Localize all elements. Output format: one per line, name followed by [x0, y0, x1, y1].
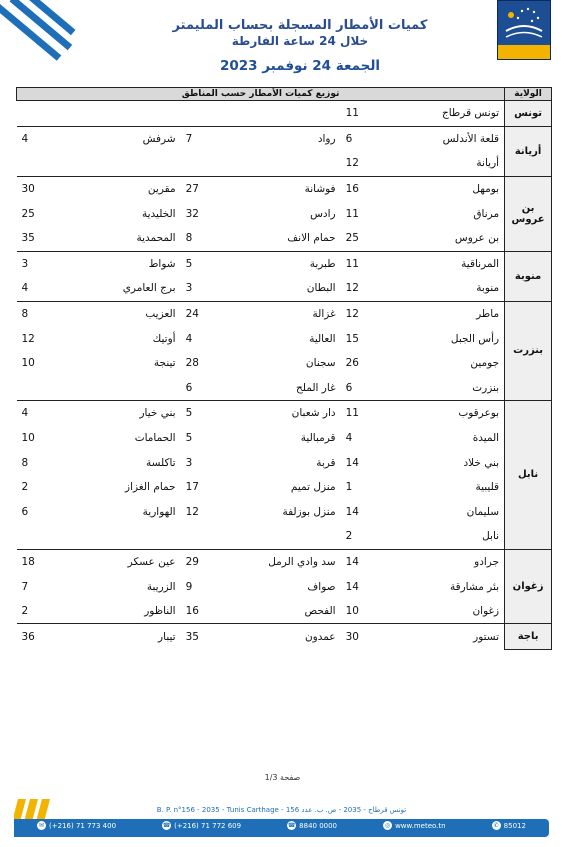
station-name: سجنان [305, 357, 336, 370]
table-row [17, 251, 552, 276]
station-name [223, 524, 341, 549]
table-row [17, 524, 552, 549]
rainfall-value: 10 [21, 357, 35, 370]
rainfall-value: 32 [185, 207, 199, 220]
column-header-distribution: توزيع كميات الأمطار حسب المناطق [17, 88, 505, 101]
rainfall-value: 28 [185, 357, 199, 370]
fax-icon: ✉ [39, 822, 45, 829]
table-row [17, 276, 552, 301]
website-item[interactable]: ◎ www.meteo.tn [384, 821, 446, 830]
rainfall-value: 12 [345, 282, 359, 295]
table-row [17, 151, 552, 176]
table-row [17, 475, 552, 500]
station-name: صواف [307, 580, 336, 593]
wilaya-cell: منوبة [505, 251, 552, 301]
station-name: دار شعبان [223, 401, 341, 426]
station-name: مرناق [473, 207, 500, 220]
station-name: بني خلاد [463, 456, 500, 469]
station-name: برج العامري [122, 282, 176, 295]
wilaya-cell: تونس [505, 101, 552, 127]
rainfall-value: 2 [345, 530, 353, 543]
station-name [223, 151, 341, 176]
rainfall-value: 5 [181, 401, 223, 426]
rainfall-value: 25 [345, 232, 359, 245]
table-row [17, 351, 552, 376]
station-name: منزل تميم [290, 481, 336, 494]
rainfall-value: 3 [185, 456, 193, 469]
rainfall-value: 10 [21, 432, 35, 445]
table-row [17, 426, 552, 451]
rainfall-value: 2 [21, 605, 29, 618]
station-name: بومهل [385, 176, 505, 201]
station-name: فوشانة [223, 176, 341, 201]
station-name: بني خيار [61, 401, 181, 426]
rainfall-value: 8 [17, 301, 61, 326]
station-name: عمدون [223, 624, 341, 650]
table-row [17, 376, 552, 401]
table-row [17, 201, 552, 226]
page-number: صفحة 1/3 [264, 773, 301, 782]
station-name: تينجة [153, 357, 176, 370]
table-row [17, 500, 552, 525]
rainfall-value: 29 [181, 549, 223, 574]
station-name: جومين [470, 357, 500, 370]
station-name: حمام الانف [287, 232, 336, 245]
station-name: بوعرقوب [385, 401, 505, 426]
station-name: نابل [482, 530, 500, 543]
institute-logo [497, 0, 551, 60]
station-name: العالية [309, 332, 336, 345]
rainfall-value: 17 [185, 481, 199, 494]
column-header-wilaya: الولاية [505, 88, 552, 101]
rainfall-value: 4 [345, 432, 353, 445]
station-name: طبربة [223, 251, 341, 276]
rainfall-value: 14 [345, 456, 359, 469]
wilaya-cell: بنزرت [505, 301, 552, 400]
rainfall-value: 11 [341, 401, 385, 426]
rainfall-value: 14 [345, 505, 359, 518]
station-name: الناظور [144, 605, 176, 618]
toll-free-item: ☎ 8840 0000 [287, 821, 338, 830]
message-icon: ✆ [493, 822, 499, 829]
rainfall-value: 15 [345, 332, 359, 345]
rainfall-value: 35 [21, 232, 35, 245]
station-name: أوتيك [152, 332, 176, 345]
station-name: سد وادي الرمل [223, 549, 341, 574]
station-name: عين عسكر [61, 549, 181, 574]
wilaya-cell: بن عروس [505, 176, 552, 251]
rainfall-value [181, 101, 223, 127]
station-name: الحمامات [134, 432, 176, 445]
phone-item: ☎ (+216) 71 772 609 [162, 821, 242, 830]
station-name: البطان [306, 282, 336, 295]
station-name [61, 524, 181, 549]
fax-item: ✉ (+216) 71 773 400 [39, 821, 117, 830]
rainfall-value: 30 [17, 176, 61, 201]
rainfall-value [17, 376, 61, 401]
station-name: بئر مشارقة [449, 580, 500, 593]
rainfall-value: 11 [341, 251, 385, 276]
report-subtitle: خلال 24 ساعة الفارطة [231, 34, 369, 48]
station-name: أريانة [476, 157, 500, 170]
rainfall-value: 4 [17, 126, 61, 151]
station-name: جرادو [385, 549, 505, 574]
table-row [17, 549, 552, 574]
wilaya-cell: باجة [505, 624, 552, 650]
station-name: قرمبالية [300, 432, 336, 445]
station-name: منزل بوزلفة [282, 505, 336, 518]
rainfall-value: 26 [345, 357, 359, 370]
globe-icon: ◎ [384, 822, 391, 829]
rainfall-table [16, 87, 552, 650]
station-name: رواد [223, 126, 341, 151]
rainfall-value: 30 [341, 624, 385, 650]
rainfall-value [181, 524, 223, 549]
report-date: الجمعة 24 نوفمبر 2023 [219, 58, 381, 74]
table-row [17, 599, 552, 624]
rainfall-value: 8 [21, 456, 29, 469]
station-name: منوبة [476, 282, 500, 295]
rainfall-value: 12 [345, 157, 359, 170]
phone-icon: ☎ [162, 822, 171, 829]
rainfall-value: 6 [345, 381, 353, 394]
rainfall-value: 25 [21, 207, 35, 220]
rainfall-value: 16 [341, 176, 385, 201]
table-row [17, 326, 552, 351]
rainfall-value: 10 [345, 605, 359, 618]
rainfall-value: 11 [345, 207, 359, 220]
wilaya-cell: نابل [505, 401, 552, 550]
station-name: ماطر [385, 301, 505, 326]
rainfall-value: 36 [17, 624, 61, 650]
station-name [223, 101, 341, 127]
station-name: تستور [385, 624, 505, 650]
rainfall-value: 9 [185, 580, 193, 593]
table-row [17, 101, 552, 127]
station-name: زغوان [472, 605, 500, 618]
station-name: الزريبة [146, 580, 176, 593]
station-name: مقرين [61, 176, 181, 201]
station-name: شرفش [61, 126, 181, 151]
table-row [17, 450, 552, 475]
station-name: الخليدية [141, 207, 176, 220]
rainfall-value: 4 [185, 332, 193, 345]
station-name: تيبار [61, 624, 181, 650]
rainfall-value: 1 [345, 481, 353, 494]
rainfall-value: 14 [345, 580, 359, 593]
rainfall-value: 7 [181, 126, 223, 151]
rainfall-value: 12 [185, 505, 199, 518]
station-name: الهوارية [142, 505, 176, 518]
station-name: سليمان [466, 505, 500, 518]
rainfall-value: 16 [185, 605, 199, 618]
report-title: كميات الأمطار المسجلة بحساب المليمتر [172, 18, 428, 33]
footer-address: B. P. n°156 - 2035 - Tunis Carthage - تونس قرطاج - 2035 - ص. ب. عدد 156 [156, 806, 407, 814]
rainfall-value: 24 [181, 301, 223, 326]
table-row [17, 401, 552, 426]
rainfall-value [17, 151, 61, 176]
rainfall-value: 18 [17, 549, 61, 574]
station-name: قليبية [475, 481, 500, 494]
station-name: تاكلسة [145, 456, 176, 469]
rainfall-value: 7 [21, 580, 29, 593]
footer [14, 797, 549, 842]
station-name: قربة [316, 456, 336, 469]
rainfall-value: 2 [21, 481, 29, 494]
wilaya-cell: زغوان [505, 549, 552, 624]
rainfall-value: 11 [341, 101, 385, 127]
rainfall-value [17, 524, 61, 549]
station-name: قلعة الأندلس [385, 126, 505, 151]
rainfall-value: 5 [181, 251, 223, 276]
station-name: رأس الجبل [450, 332, 500, 345]
table-row [17, 126, 552, 151]
rainfall-value: 4 [21, 282, 29, 295]
table-row [17, 301, 552, 326]
table-row [17, 624, 552, 650]
station-name: غزالة [223, 301, 341, 326]
rainfall-value: 3 [17, 251, 61, 276]
rainfall-value: 6 [185, 381, 193, 394]
station-name [61, 101, 181, 127]
rainfall-value: 12 [21, 332, 35, 345]
station-name: شواط [61, 251, 181, 276]
station-name: الميدة [472, 432, 500, 445]
station-name: حمام الغزاز [125, 481, 176, 494]
station-name [61, 151, 181, 176]
rainfall-value: 6 [341, 126, 385, 151]
table-row [17, 176, 552, 201]
station-name: المحمدية [136, 232, 176, 245]
table-row [17, 574, 552, 599]
station-name: المرناقية [385, 251, 505, 276]
rainfall-value: 35 [181, 624, 223, 650]
rainfall-value: 12 [341, 301, 385, 326]
rainfall-value [181, 151, 223, 176]
rainfall-value: 6 [21, 505, 29, 518]
toll-free-icon: ☎ [287, 822, 296, 829]
rainfall-value: 14 [341, 549, 385, 574]
station-name: رادس [310, 207, 336, 220]
rainfall-value: 27 [181, 176, 223, 201]
station-name [61, 376, 181, 401]
rainfall-value: 8 [185, 232, 193, 245]
station-name: غار الملح [296, 381, 336, 394]
station-name: بنزرت [472, 381, 500, 394]
rainfall-value: 4 [17, 401, 61, 426]
station-name: الفحص [304, 605, 336, 618]
table-row [17, 226, 552, 251]
station-name: العزيب [61, 301, 181, 326]
rainfall-value: 5 [185, 432, 193, 445]
wilaya-cell: أريانة [505, 126, 552, 176]
code-item: ✆ 85012 [493, 821, 526, 830]
rainfall-value: 3 [185, 282, 193, 295]
station-name: تونس قرطاج [385, 101, 505, 127]
rainfall-value [17, 101, 61, 127]
station-name: بن عروس [454, 232, 500, 245]
